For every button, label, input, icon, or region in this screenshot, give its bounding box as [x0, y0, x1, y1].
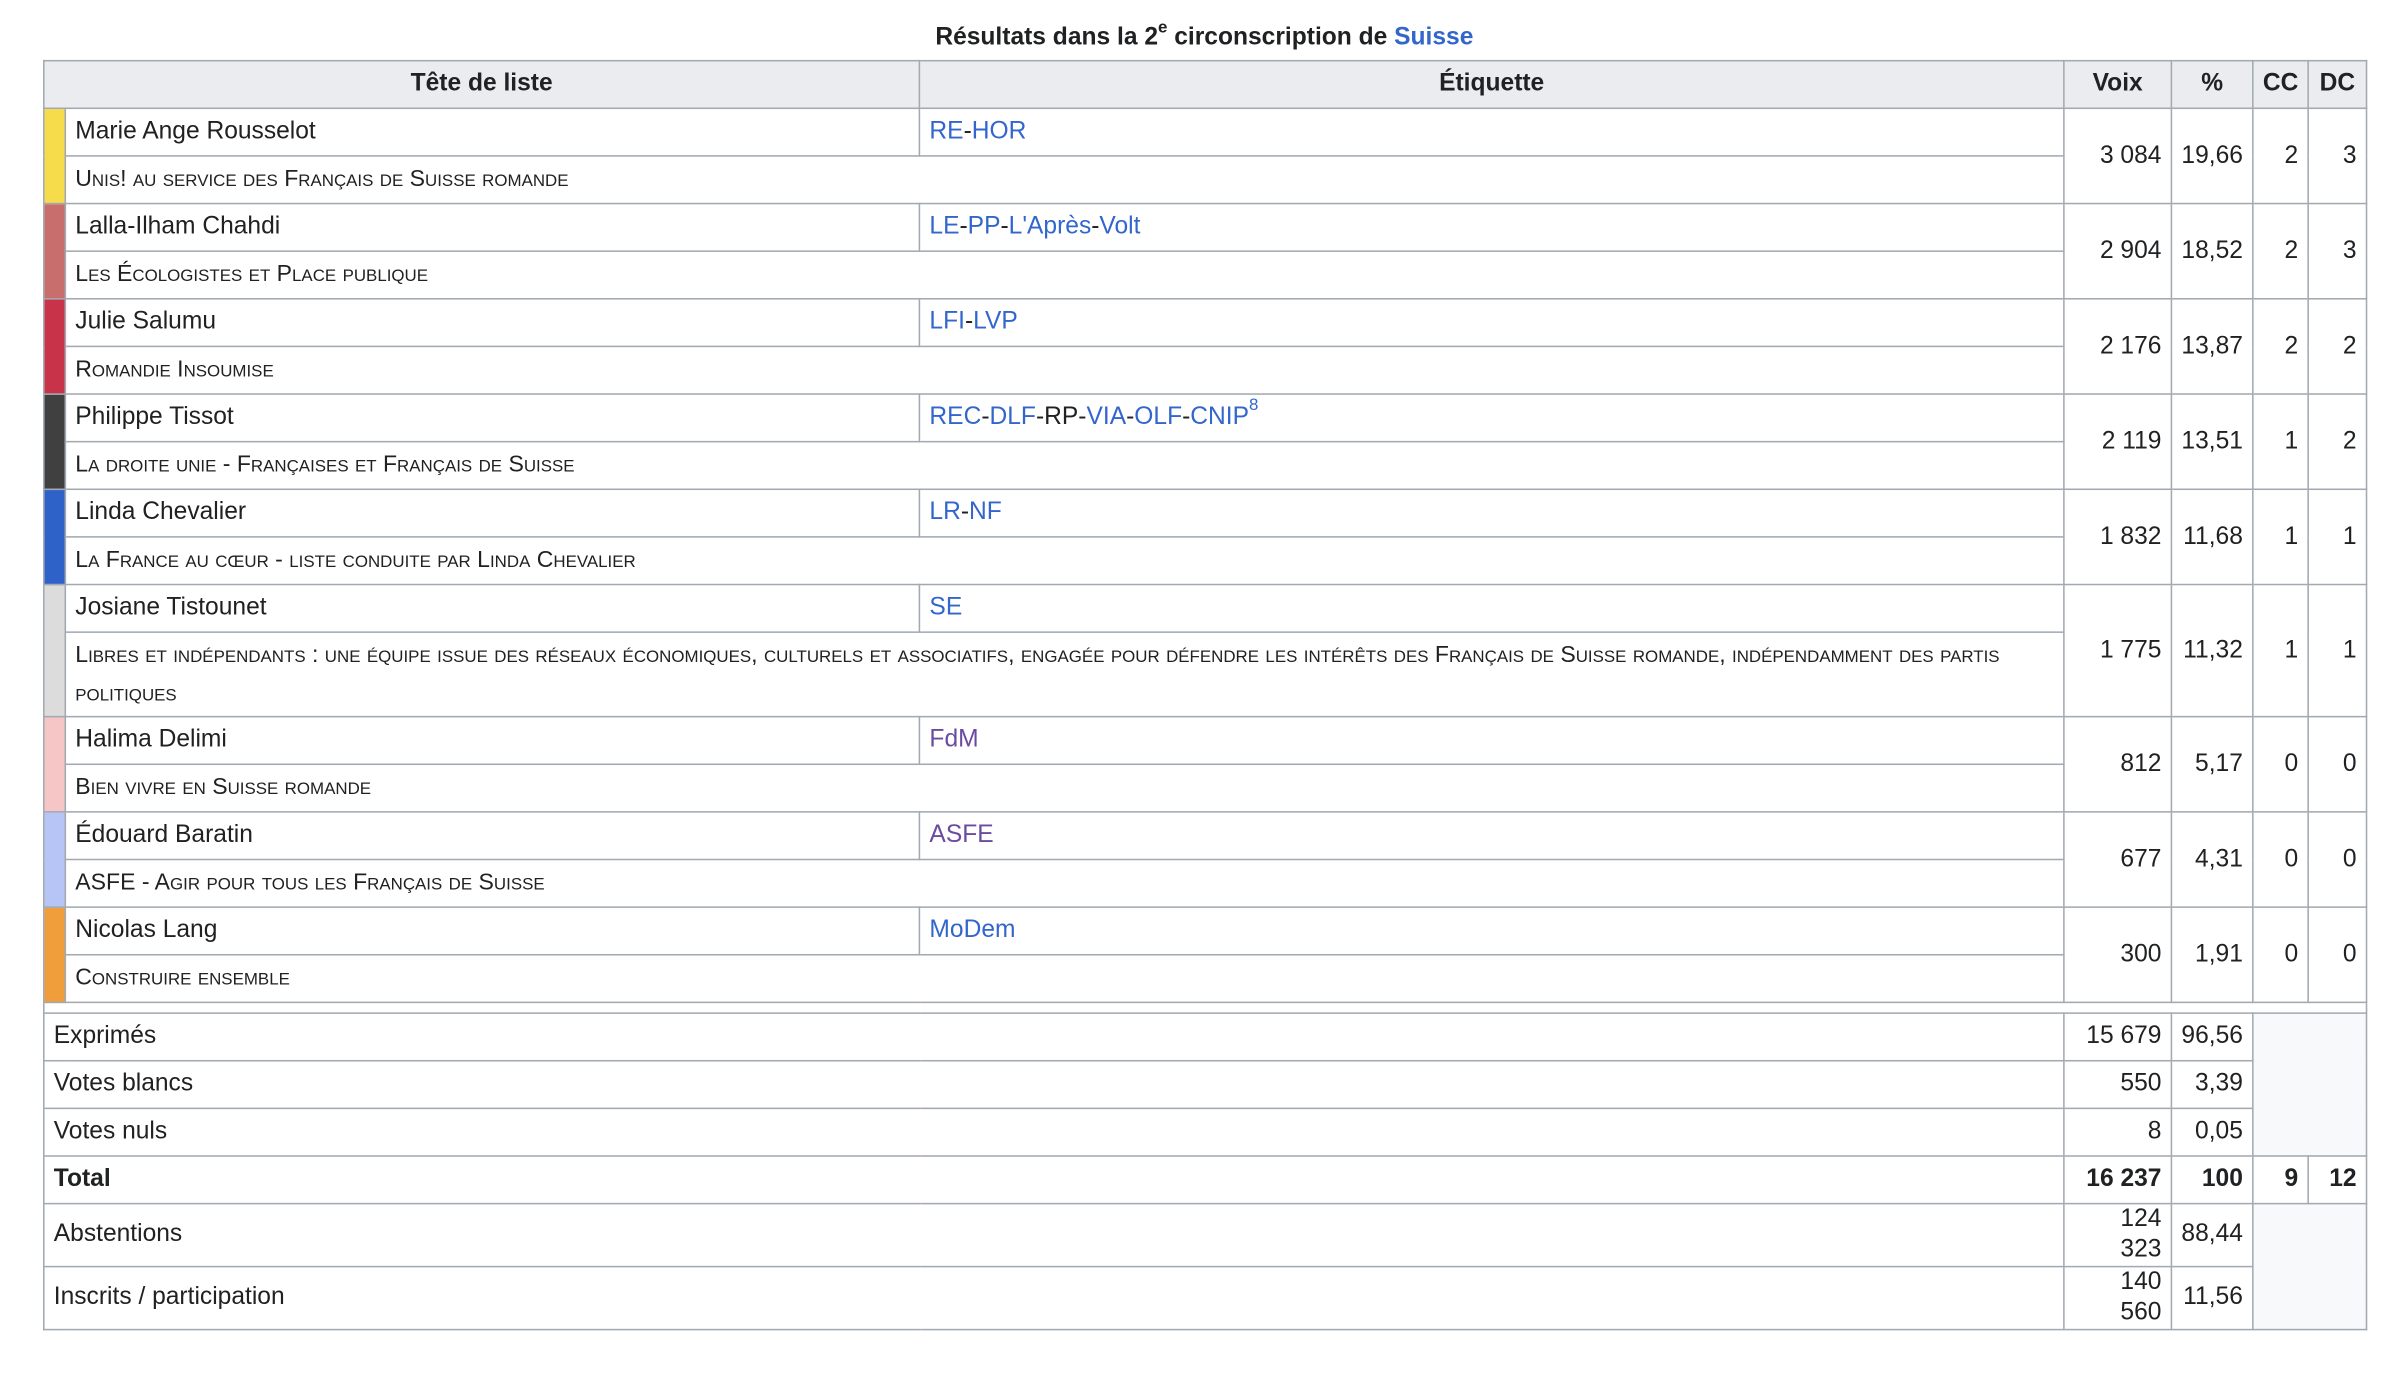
summary-row-nuls — [44, 1108, 2367, 1156]
header-pct: % — [2171, 61, 2252, 109]
party-link[interactable]: NF — [969, 499, 1002, 526]
list-dc: 3 — [2308, 108, 2366, 203]
label-separator: - — [1091, 213, 1100, 240]
list-row — [44, 812, 2367, 860]
list-cc: 2 — [2253, 108, 2308, 203]
summary-row-total — [44, 1156, 2367, 1204]
summary-voix: 8 — [2064, 1108, 2172, 1156]
party-color-bar — [44, 204, 66, 299]
label-separator: - — [960, 499, 970, 526]
list-dc: 3 — [2308, 204, 2366, 299]
summary-label: Abstentions — [44, 1204, 2064, 1267]
party-link[interactable]: MoDem — [929, 917, 1016, 944]
party-link[interactable]: LVP — [973, 308, 1018, 335]
party-color-bar — [44, 717, 66, 812]
label-separator: - — [963, 118, 972, 145]
summary-voix: 124 323 — [2064, 1204, 2172, 1267]
list-name-row — [44, 346, 2367, 394]
list-label — [919, 299, 2063, 347]
list-row — [44, 204, 2367, 252]
list-row — [44, 108, 2367, 156]
summary-row-exprimes — [44, 1013, 2367, 1061]
list-name: Les Écologistes et Place publique — [65, 251, 2064, 299]
party-link[interactable]: RE — [929, 118, 964, 145]
summary-pct: 3,39 — [2171, 1061, 2252, 1109]
party-link[interactable]: DLF — [989, 404, 1036, 431]
table-caption — [43, 17, 2366, 56]
list-name: Unis! au service des Français de Suisse romande — [65, 156, 2064, 204]
summary-label: Total — [44, 1156, 2064, 1204]
party-link[interactable]: HOR — [971, 118, 1027, 145]
list-voix: 300 — [2064, 907, 2172, 1002]
summary-voix: 140 560 — [2064, 1267, 2172, 1330]
party-link[interactable]: L'Après — [1008, 213, 1092, 240]
list-name-row — [44, 442, 2367, 490]
list-head-name: Lalla-Ilham Chahdi — [65, 204, 919, 252]
header-row — [44, 61, 2367, 109]
party-link[interactable]: PP — [967, 213, 1001, 240]
party-color-bar — [44, 299, 66, 394]
list-voix: 2 176 — [2064, 299, 2172, 394]
list-head-name: Josiane Tistounet — [65, 585, 919, 633]
list-head-name: Julie Salumu — [65, 299, 919, 347]
list-label — [919, 204, 2063, 252]
label-separator: - — [964, 308, 974, 335]
header-etiquette: Étiquette — [919, 61, 2063, 109]
list-voix: 2 904 — [2064, 204, 2172, 299]
list-dc: 0 — [2308, 812, 2366, 907]
footnote-ref — [1249, 396, 1258, 414]
list-name-row — [44, 537, 2367, 585]
party-link[interactable]: LFI — [929, 308, 965, 335]
summary-voix: 550 — [2064, 1061, 2172, 1109]
header-dc: DC — [2308, 61, 2366, 109]
list-name: Bien vivre en Suisse romande — [65, 764, 2064, 812]
list-row — [44, 717, 2367, 765]
label-separator: - — [1000, 213, 1009, 240]
label-separator: - — [959, 213, 968, 240]
list-pct: 4,31 — [2171, 812, 2252, 907]
summary-row-inscrits — [44, 1267, 2367, 1330]
summary-voix: 16 237 — [2064, 1156, 2172, 1204]
list-voix: 812 — [2064, 717, 2172, 812]
party-color-bar — [44, 108, 66, 203]
list-dc: 0 — [2308, 717, 2366, 812]
list-name-row — [44, 632, 2367, 716]
caption-prefix: Résultats dans la 2 — [935, 24, 1159, 51]
caption-middle: circonscription de — [1167, 24, 1395, 51]
list-pct: 13,87 — [2171, 299, 2252, 394]
list-cc: 0 — [2253, 907, 2308, 1002]
list-head-name: Linda Chevalier — [65, 489, 919, 537]
summary-voix: 15 679 — [2064, 1013, 2172, 1061]
summary-cc: 9 — [2253, 1156, 2308, 1204]
label-separator: -RP- — [1035, 404, 1087, 431]
list-cc: 2 — [2253, 204, 2308, 299]
list-cc: 0 — [2253, 717, 2308, 812]
party-color-bar — [44, 812, 66, 907]
list-row — [44, 489, 2367, 537]
caption-superscript: e — [1158, 17, 1168, 37]
list-name-row — [44, 251, 2367, 299]
list-row — [44, 585, 2367, 633]
summary-label: Votes blancs — [44, 1061, 2064, 1109]
spacer-row — [44, 1002, 2367, 1013]
summary-pct: 100 — [2171, 1156, 2252, 1204]
summary-pct: 88,44 — [2171, 1204, 2252, 1267]
list-row — [44, 907, 2367, 955]
summary-dc: 12 — [2308, 1156, 2366, 1204]
header-cc: CC — [2253, 61, 2308, 109]
party-color-bar — [44, 907, 66, 1002]
party-link[interactable]: LE — [929, 213, 960, 240]
list-name: Romandie Insoumise — [65, 346, 2064, 394]
list-head-name: Philippe Tissot — [65, 394, 919, 442]
list-voix: 3 084 — [2064, 108, 2172, 203]
summary-label: Exprimés — [44, 1013, 2064, 1061]
list-head-name: Halima Delimi — [65, 717, 919, 765]
list-pct: 19,66 — [2171, 108, 2252, 203]
list-voix: 677 — [2064, 812, 2172, 907]
list-voix: 2 119 — [2064, 394, 2172, 489]
party-link[interactable]: FdM — [929, 726, 979, 753]
list-name: Libres et indépendants : une équipe issue des réseaux économiques, culturels et associatifs, engagée pour défendre les intérêts des Français de Suisse romande, indépendamment des partis politiques — [65, 632, 2064, 716]
list-dc: 1 — [2308, 585, 2366, 717]
list-name: ASFE - Agir pour tous les Français de Suisse — [65, 860, 2064, 908]
list-pct: 18,52 — [2171, 204, 2252, 299]
label-separator: - — [1182, 404, 1191, 431]
summary-pct: 11,56 — [2171, 1267, 2252, 1330]
list-voix: 1 775 — [2064, 585, 2172, 717]
list-name-row — [44, 860, 2367, 908]
party-link[interactable]: CNIP — [1190, 404, 1250, 431]
list-row — [44, 394, 2367, 442]
list-label — [919, 585, 2063, 633]
list-dc: 0 — [2308, 907, 2366, 1002]
list-head-name: Marie Ange Rousselot — [65, 108, 919, 156]
party-link[interactable]: Volt — [1099, 213, 1141, 240]
list-dc: 2 — [2308, 394, 2366, 489]
list-cc: 1 — [2253, 489, 2308, 584]
list-dc: 2 — [2308, 299, 2366, 394]
list-head-name: Nicolas Lang — [65, 907, 919, 955]
list-name-row — [44, 764, 2367, 812]
party-color-bar — [44, 394, 66, 489]
results-table — [43, 60, 2367, 1330]
list-name-row — [44, 955, 2367, 1003]
list-name: La France au cœur - liste conduite par Linda Chevalier — [65, 537, 2064, 585]
list-pct: 1,91 — [2171, 907, 2252, 1002]
list-cc: 1 — [2253, 585, 2308, 717]
summary-pct: 0,05 — [2171, 1108, 2252, 1156]
header-voix: Voix — [2064, 61, 2172, 109]
party-link[interactable]: ASFE — [929, 821, 994, 848]
party-link[interactable]: SE — [929, 594, 963, 621]
party-link[interactable]: OLF — [1134, 404, 1183, 431]
label-separator: - — [1126, 404, 1135, 431]
label-separator: - — [981, 404, 990, 431]
list-name-row — [44, 156, 2367, 204]
list-row — [44, 299, 2367, 347]
list-label — [919, 108, 2063, 156]
summary-row-blancs — [44, 1061, 2367, 1109]
list-name: La droite unie - Françaises et Français de Suisse — [65, 442, 2064, 490]
list-pct: 5,17 — [2171, 717, 2252, 812]
list-name: Construire ensemble — [65, 955, 2064, 1003]
suisse-link[interactable]: Suisse — [1394, 24, 1474, 51]
list-dc: 1 — [2308, 489, 2366, 584]
list-label — [919, 812, 2063, 860]
summary-empty-cell — [2253, 1013, 2367, 1156]
summary-label: Inscrits / participation — [44, 1267, 2064, 1330]
header-tete-de-liste: Tête de liste — [44, 61, 920, 109]
list-label — [919, 394, 2063, 442]
party-link[interactable]: VIA — [1086, 404, 1127, 431]
list-label — [919, 717, 2063, 765]
list-cc: 0 — [2253, 812, 2308, 907]
summary-row-abstentions — [44, 1204, 2367, 1267]
summary-label: Votes nuls — [44, 1108, 2064, 1156]
party-color-bar — [44, 585, 66, 717]
list-voix: 1 832 — [2064, 489, 2172, 584]
list-cc: 2 — [2253, 299, 2308, 394]
summary-empty-cell — [2253, 1204, 2367, 1330]
list-cc: 1 — [2253, 394, 2308, 489]
summary-pct: 96,56 — [2171, 1013, 2252, 1061]
list-pct: 11,68 — [2171, 489, 2252, 584]
footnote-link[interactable]: 8 — [1249, 395, 1259, 415]
list-head-name: Édouard Baratin — [65, 812, 919, 860]
party-color-bar — [44, 489, 66, 584]
party-link[interactable]: REC — [929, 404, 982, 431]
list-pct: 11,32 — [2171, 585, 2252, 717]
list-label — [919, 489, 2063, 537]
list-label — [919, 907, 2063, 955]
list-pct: 13,51 — [2171, 394, 2252, 489]
party-link[interactable]: LR — [929, 499, 961, 526]
